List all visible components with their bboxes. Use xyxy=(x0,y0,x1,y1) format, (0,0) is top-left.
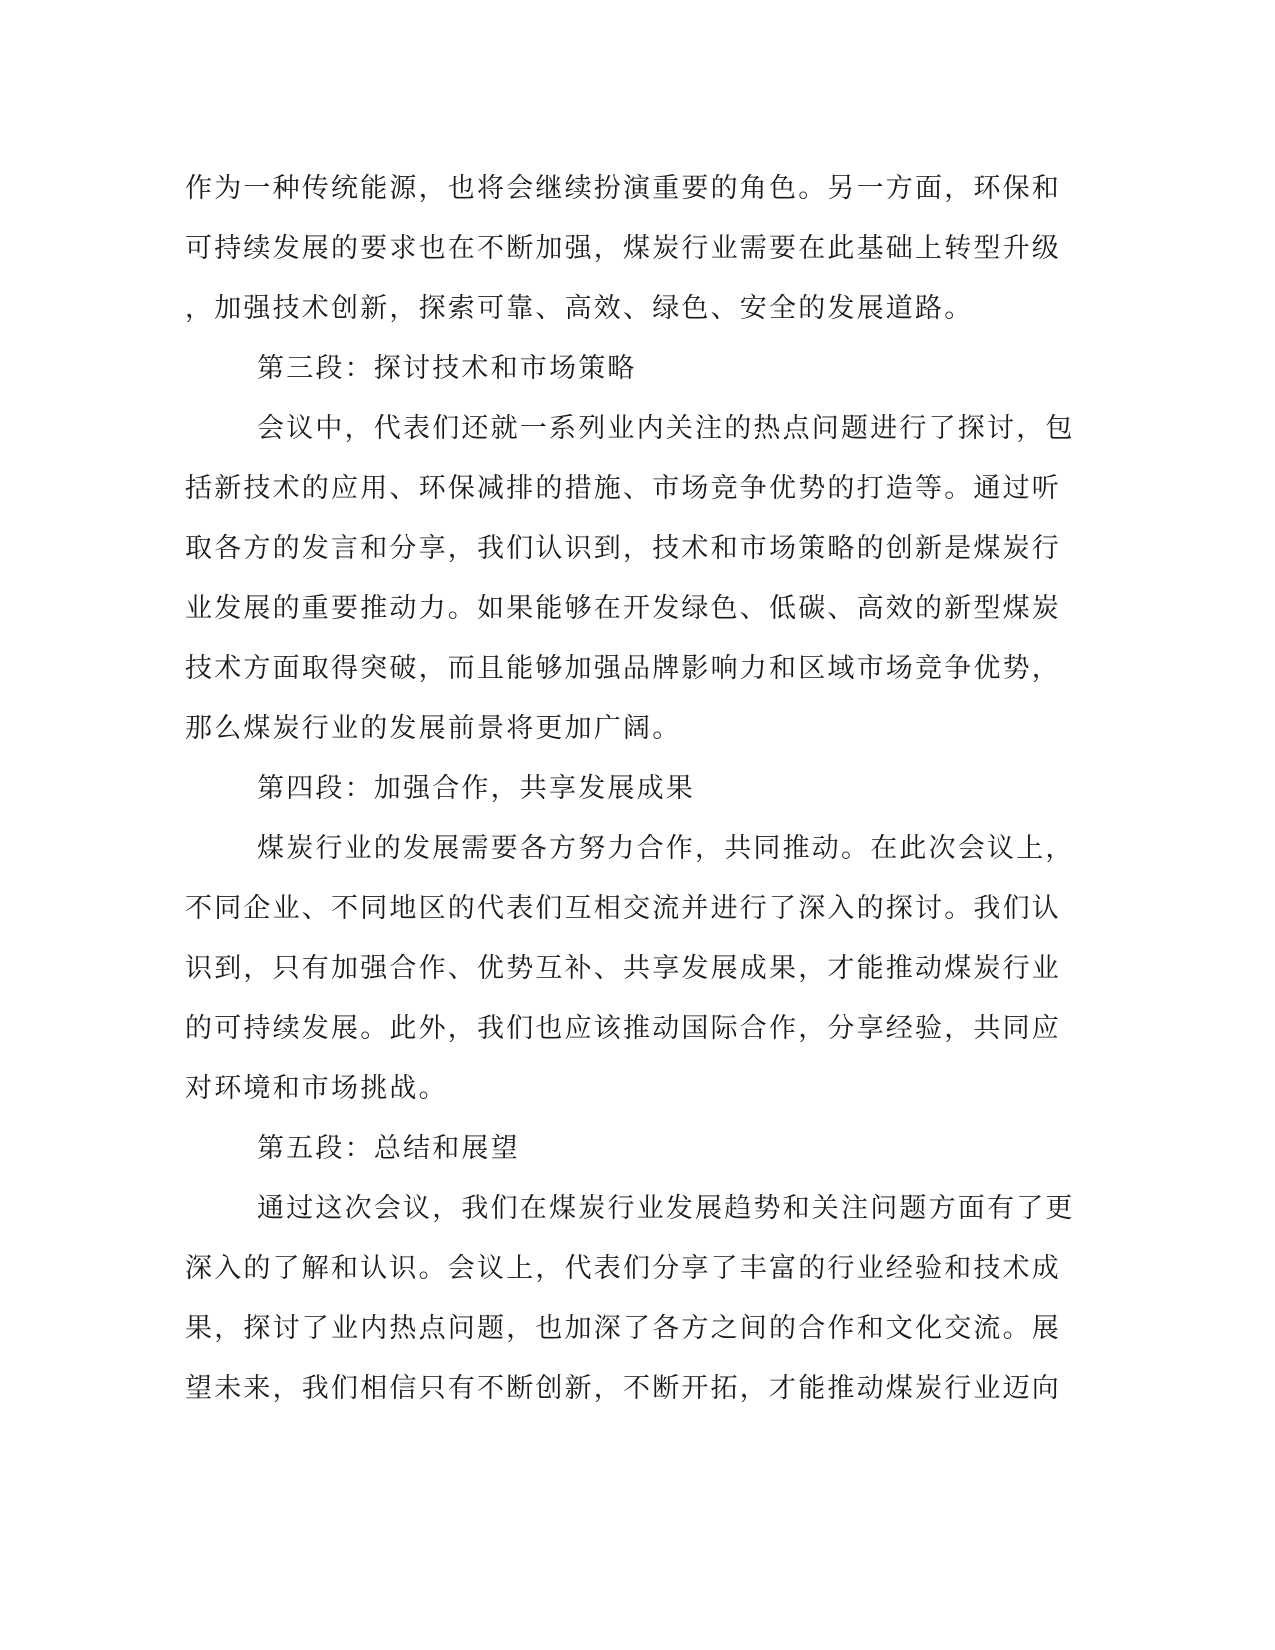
text-line: 果，探讨了业内热点问题，也加深了各方之间的合作和文化交流。展 xyxy=(185,1313,1061,1344)
text-line: 会议中，代表们还就一系列业内关注的热点问题进行了探讨，包 xyxy=(257,413,1075,444)
text-line: 识到，只有加强合作、优势互补、共享发展成果，才能推动煤炭行业 xyxy=(185,953,1061,984)
text-line: 对环境和市场挑战。 xyxy=(185,1073,448,1104)
section-heading-4: 第四段：加强合作，共享发展成果 xyxy=(257,773,695,804)
section-heading-5: 第五段：总结和展望 xyxy=(257,1133,520,1164)
text-line: 括新技术的应用、环保减排的措施、市场竞争优势的打造等。通过听 xyxy=(185,473,1061,504)
document-body xyxy=(185,159,1075,1419)
text-line: 通过这次会议，我们在煤炭行业发展趋势和关注问题方面有了更 xyxy=(257,1193,1075,1224)
text-line: 可持续发展的要求也在不断加强，煤炭行业需要在此基础上转型升级 xyxy=(185,233,1061,264)
section-heading-3: 第三段：探讨技术和市场策略 xyxy=(257,353,637,384)
text-line: 作为一种传统能源，也将会继续扮演重要的角色。另一方面，环保和 xyxy=(185,173,1061,204)
text-line: 深入的了解和认识。会议上，代表们分享了丰富的行业经验和技术成 xyxy=(185,1253,1061,1284)
text-line: 望未来，我们相信只有不断创新，不断开拓，才能推动煤炭行业迈向 xyxy=(185,1373,1061,1404)
text-line: 煤炭行业的发展需要各方努力合作，共同推动。在此次会议上， xyxy=(257,833,1075,864)
text-line: 业发展的重要推动力。如果能够在开发绿色、低碳、高效的新型煤炭 xyxy=(185,593,1061,624)
text-line: 的可持续发展。此外，我们也应该推动国际合作，分享经验，共同应 xyxy=(185,1013,1061,1044)
text-line: ，加强技术创新，探索可靠、高效、绿色、安全的发展道路。 xyxy=(185,293,974,324)
text-line: 技术方面取得突破，而且能够加强品牌影响力和区域市场竞争优势， xyxy=(185,653,1061,684)
text-line: 取各方的发言和分享，我们认识到，技术和市场策略的创新是煤炭行 xyxy=(185,533,1061,564)
text-line: 那么煤炭行业的发展前景将更加广阔。 xyxy=(185,713,682,744)
text-line: 不同企业、不同地区的代表们互相交流并进行了深入的探讨。我们认 xyxy=(185,893,1061,924)
